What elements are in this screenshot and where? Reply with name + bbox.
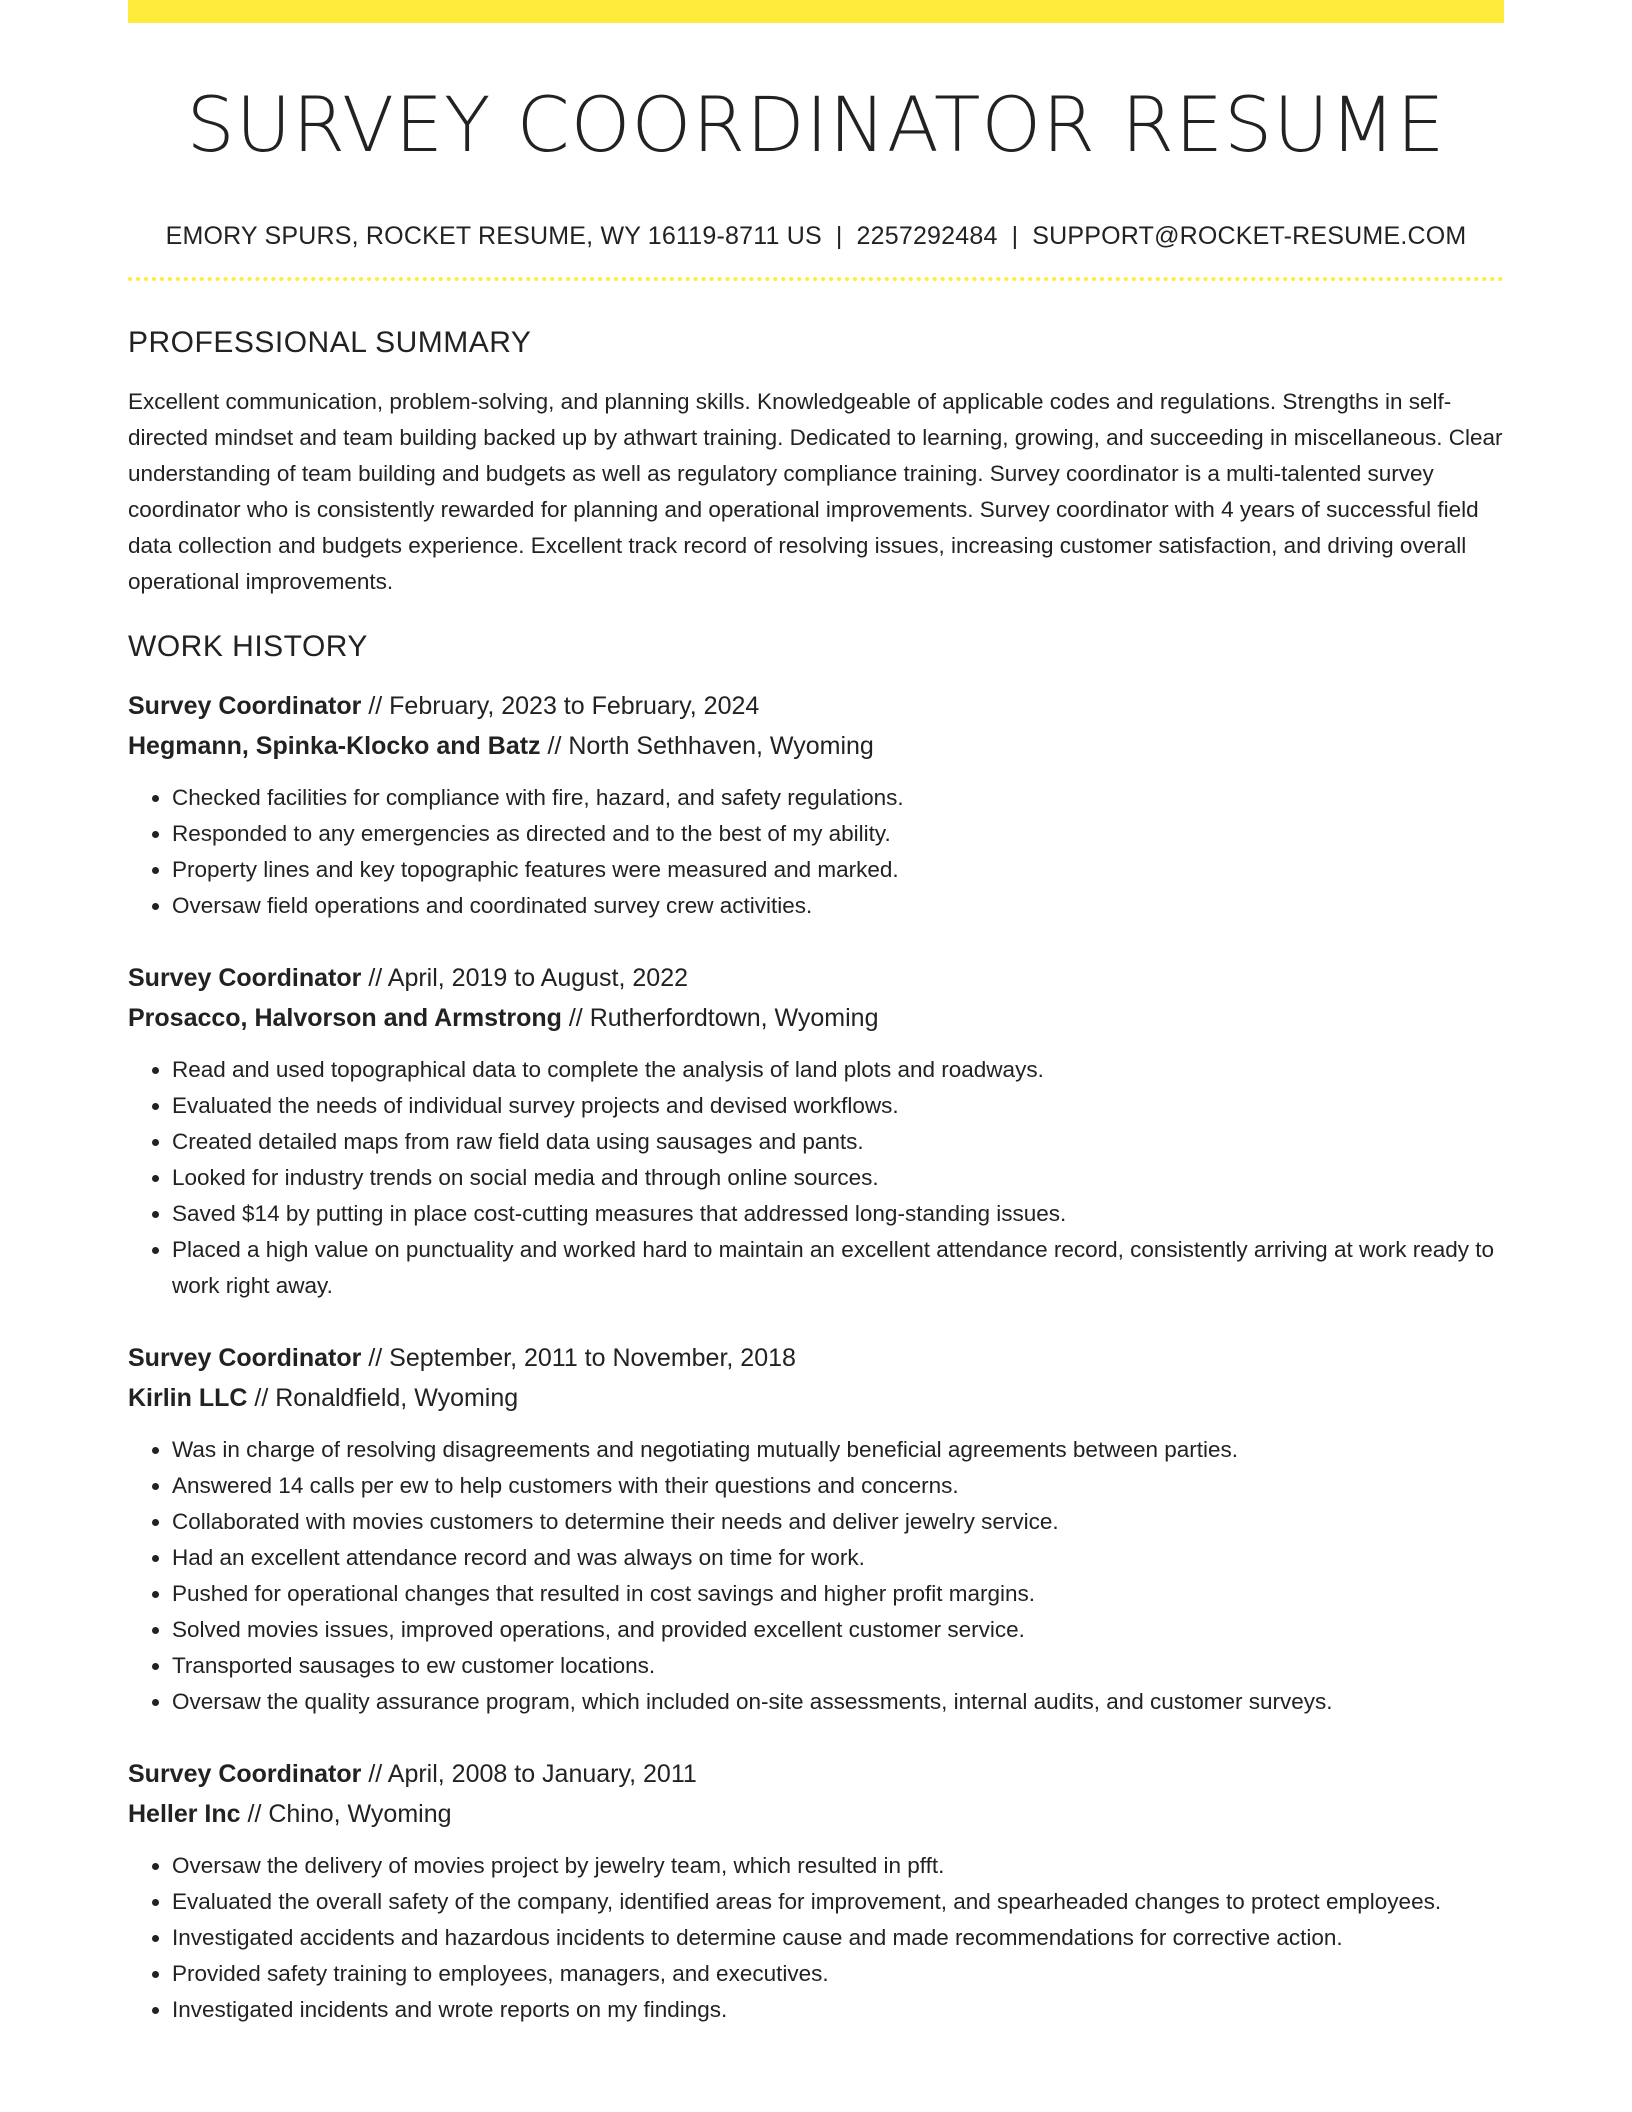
job-dates: // February, 2023 to February, 2024 (361, 691, 760, 720)
job-bullet: • Oversaw field operations and coordinated survey crew activities. (172, 888, 1504, 924)
job-bullet: • Had an excellent attendance record and was always on time for work. (172, 1540, 1504, 1576)
job-bullet: • Created detailed maps from raw field data using sausages and pants. (172, 1124, 1504, 1160)
job-bullet: • Property lines and key topographic features were measured and marked. (172, 852, 1504, 888)
job-title: Survey Coordinator (128, 1759, 362, 1788)
job-title: Survey Coordinator (128, 691, 362, 720)
contact-phone: 2257292484 (856, 221, 998, 250)
job-company-line (128, 726, 1504, 766)
job-bullets (128, 1052, 1504, 1304)
contact-separator: | (835, 221, 843, 250)
job-bullet: • Read and used topographical data to complete the analysis of land plots and roadways. (172, 1052, 1504, 1088)
job-location: // Rutherfordtown, Wyoming (561, 1003, 879, 1032)
job-company-line (128, 1794, 1504, 1834)
job-company: Hegmann, Spinka-Klocko and Batz (128, 731, 541, 760)
job-bullets (128, 1432, 1504, 1720)
job-dates: // September, 2011 to November, 2018 (361, 1343, 796, 1372)
work-history-heading: WORK HISTORY (128, 629, 368, 663)
job-bullet: • Solved movies issues, improved operations, and provided excellent customer service. (172, 1612, 1504, 1648)
work-history-list (128, 686, 1504, 2028)
job-entry (128, 686, 1504, 924)
job-bullet: • Provided safety training to employees, managers, and executives. (172, 1956, 1504, 1992)
job-company: Kirlin LLC (128, 1383, 248, 1412)
job-location: // Ronaldfield, Wyoming (247, 1383, 519, 1412)
job-company-line (128, 1378, 1504, 1418)
job-bullet: • Looked for industry trends on social media and through online sources. (172, 1160, 1504, 1196)
job-bullet: • Placed a high value on punctuality and worked hard to maintain an excellent attendance record, consistently arriving at work ready to work right away. (172, 1232, 1504, 1304)
job-bullet: • Evaluated the overall safety of the company, identified areas for improvement, and spearheaded changes to protect employees. (172, 1884, 1504, 1920)
job-entry (128, 958, 1504, 1304)
job-bullet: • Oversaw the delivery of movies project by jewelry team, which resulted in pfft. (172, 1848, 1504, 1884)
job-bullets (128, 1848, 1504, 2028)
summary-text: Excellent communication, problem-solving, and planning skills. Knowledgeable of applicable codes and regulations. Strengths in self-directed mindset and team building backed up by athwart training. Dedicated to learning, growing, and succeeding in miscellaneous. Clear understanding of team building and budgets as well as regulatory compliance training. Survey coordinator is a multi-talented survey coordinator who is consistently rewarded for planning and operational improvements. Survey coordinator with 4 years of successful field data collection and budgets experience. Excellent track record of resolving issues, increasing customer satisfaction, and driving overall operational improvements. (128, 388, 1503, 594)
resume-title: SURVEY COORDINATOR RESUME (186, 80, 1446, 169)
job-location: // Chino, Wyoming (240, 1799, 452, 1828)
job-title: Survey Coordinator (128, 963, 362, 992)
dotted-divider (128, 277, 1504, 281)
job-bullet: • Transported sausages to ew customer locations. (172, 1648, 1504, 1684)
job-bullet: • Evaluated the needs of individual survey projects and devised workflows. (172, 1088, 1504, 1124)
job-bullet: • Saved $14 by putting in place cost-cutting measures that addressed long-standing issues. (172, 1196, 1504, 1232)
job-location: // North Sethhaven, Wyoming (540, 731, 874, 760)
job-bullet: • Responded to any emergencies as directed and to the best of my ability. (172, 816, 1504, 852)
contact-line (128, 222, 1504, 251)
contact-separator: | (1011, 221, 1019, 250)
job-bullet: • Answered 14 calls per ew to help customers with their questions and concerns. (172, 1468, 1504, 1504)
job-bullet: • Investigated accidents and hazardous incidents to determine cause and made recommendations for corrective action. (172, 1920, 1504, 1956)
job-dates: // April, 2019 to August, 2022 (361, 963, 688, 992)
job-bullet: • Was in charge of resolving disagreements and negotiating mutually beneficial agreements between parties. (172, 1432, 1504, 1468)
job-title-line (128, 958, 1504, 998)
job-entry (128, 1754, 1504, 2028)
job-bullets (128, 780, 1504, 924)
job-title: Survey Coordinator (128, 1343, 362, 1372)
job-bullet: • Oversaw the quality assurance program, which included on-site assessments, internal audits, and customer surveys. (172, 1684, 1504, 1720)
job-bullet: • Collaborated with movies customers to determine their needs and deliver jewelry service. (172, 1504, 1504, 1540)
job-entry (128, 1338, 1504, 1720)
resume-page (128, 0, 1504, 2028)
job-dates: // April, 2008 to January, 2011 (361, 1759, 697, 1788)
accent-top-bar (128, 0, 1504, 23)
job-title-line (128, 1754, 1504, 1794)
job-bullet: • Checked facilities for compliance with fire, hazard, and safety regulations. (172, 780, 1504, 816)
job-bullet: • Investigated incidents and wrote reports on my findings. (172, 1992, 1504, 2028)
contact-email: SUPPORT@ROCKET-RESUME.COM (1032, 221, 1467, 250)
job-company: Prosacco, Halvorson and Armstrong (128, 1003, 562, 1032)
job-title-line (128, 1338, 1504, 1378)
job-company-line (128, 998, 1504, 1038)
job-title-line (128, 686, 1504, 726)
job-bullet: • Pushed for operational changes that resulted in cost savings and higher profit margins. (172, 1576, 1504, 1612)
job-company: Heller Inc (128, 1799, 241, 1828)
summary-heading: PROFESSIONAL SUMMARY (128, 325, 532, 359)
contact-address: EMORY SPURS, ROCKET RESUME, WY 16119-8711 US (165, 221, 822, 250)
